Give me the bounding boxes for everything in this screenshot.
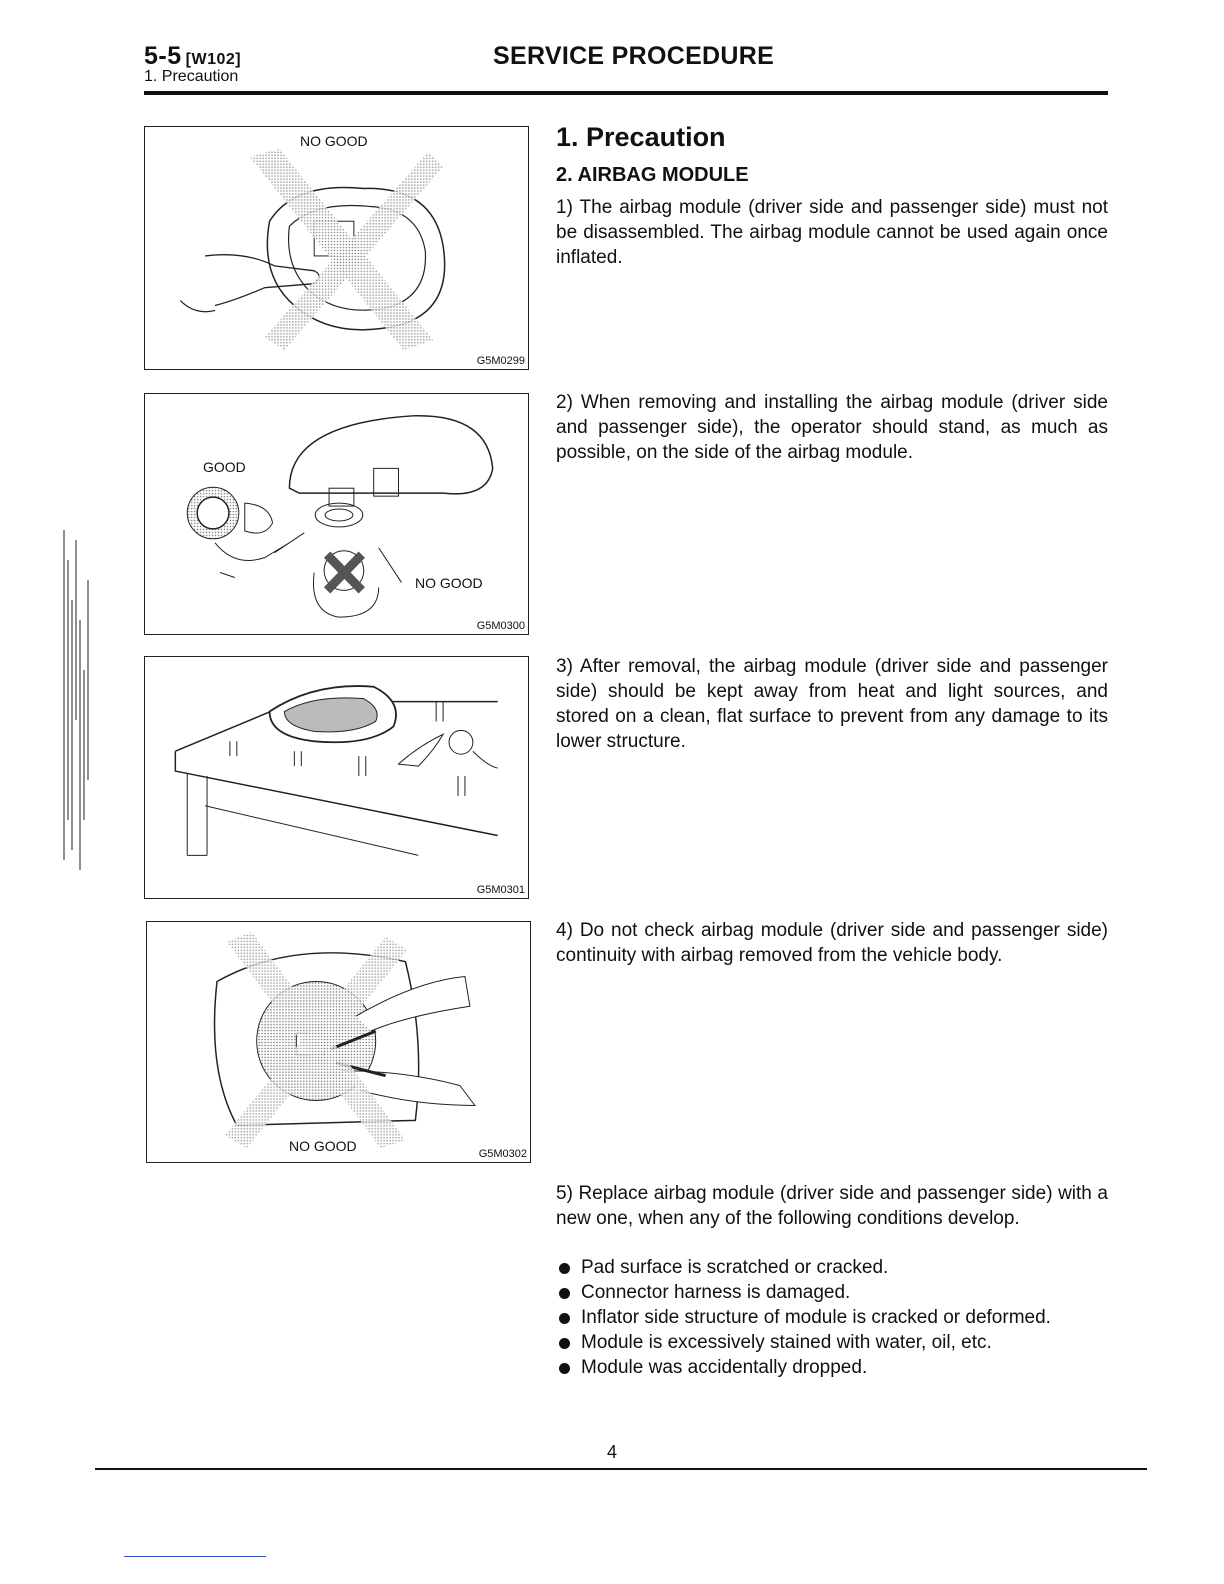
section-tag: [W102] [185, 51, 242, 68]
list-item: Module was accidentally dropped. [556, 1355, 1116, 1380]
figure-label-no-good: NO GOOD [289, 1138, 357, 1154]
operator-position-illustration [145, 394, 528, 634]
steering-pad-disassembly-illustration [145, 127, 528, 369]
step-2-text: 2) When removing and installing the airbag module (driver side and passenger side), the operator should stand, as much as possible, on the side of the airbag module. [556, 392, 1108, 463]
figure-g5m0301 [144, 656, 529, 899]
figure-code: G5M0301 [476, 884, 525, 896]
step-5-text: 5) Replace airbag module (driver side and passenger side) with a new one, when any of the following conditions develop. [556, 1183, 1108, 1229]
figure-code: G5M0302 [478, 1148, 527, 1160]
footer-rule [95, 1468, 1147, 1470]
sub-heading: 2. AIRBAG MODULE [556, 164, 749, 186]
list-item: Connector harness is damaged. [556, 1280, 1116, 1305]
continuity-check-illustration [147, 922, 530, 1162]
list-item: Inflator side structure of module is cracked or deformed. [556, 1305, 1116, 1330]
figure-code: G5M0299 [476, 355, 525, 367]
figure-label-no-good: NO GOOD [415, 575, 483, 591]
figure-g5m0302 [146, 921, 531, 1163]
header-rule [144, 91, 1108, 95]
section-code: 5-5 [W102] [144, 42, 242, 70]
page-header-title: SERVICE PROCEDURE [493, 42, 775, 70]
figure-g5m0299 [144, 126, 529, 370]
figure-label-good: GOOD [203, 459, 246, 475]
figure-label-no-good: NO GOOD [300, 133, 368, 149]
page-number: 4 [606, 1442, 617, 1462]
list-item: Module is excessively stained with water, oil, etc. [556, 1330, 1116, 1355]
step-1-text: 1) The airbag module (driver side and passenger side) must not be disassembled. The airbag module cannot be used again once inflated. [556, 197, 1108, 268]
bottom-link-line [124, 1556, 266, 1557]
module-storage-illustration [145, 657, 528, 898]
scan-edge-artifact [58, 520, 94, 880]
subsection-title: 1. Precaution [144, 68, 239, 85]
replacement-conditions-list [556, 1255, 1116, 1380]
main-heading: 1. Precaution [556, 122, 726, 152]
step-3-text: 3) After removal, the airbag module (driver side and passenger side) should be kept away from heat and light sources, and stored on a clean, flat surface to prevent from any damage to its lower structure. [556, 656, 1108, 752]
figure-g5m0300 [144, 393, 529, 635]
step-4-text: 4) Do not check airbag module (driver side and passenger side) continuity with airbag removed from the vehicle body. [556, 920, 1108, 966]
list-item: Pad surface is scratched or cracked. [556, 1255, 1116, 1280]
figure-code: G5M0300 [476, 620, 525, 632]
